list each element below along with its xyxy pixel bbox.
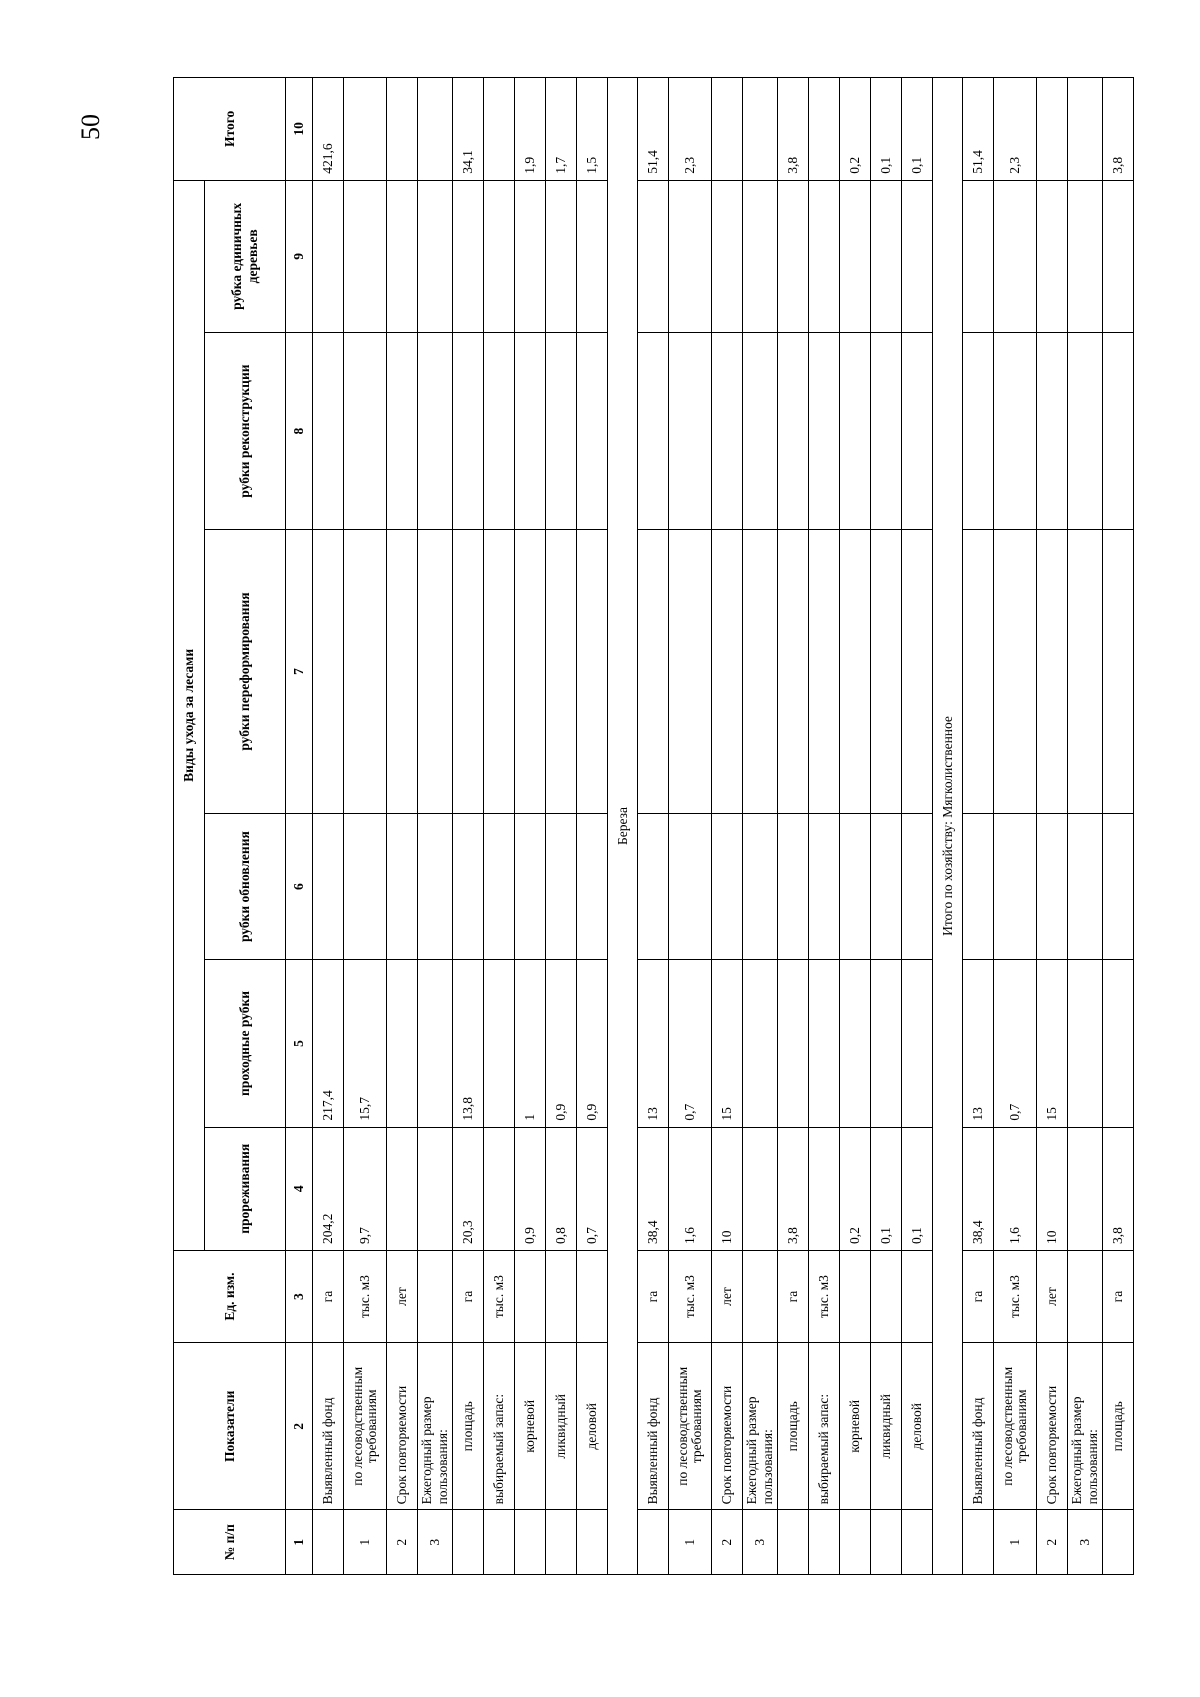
row-unit-cell: тыс. м3 [669, 1250, 712, 1342]
row-unit-cell: га [778, 1250, 809, 1342]
passage-cutting-value-cell [484, 960, 515, 1127]
reformation-cutting-value-cell [638, 530, 669, 814]
passage-cutting-value-cell [743, 960, 778, 1127]
thinning-value-cell: 10 [1037, 1127, 1068, 1250]
total-value-cell: 3,8 [778, 78, 809, 181]
row-label-cell: корневой [515, 1343, 546, 1510]
row-unit-cell: тыс. м3 [809, 1250, 840, 1342]
renewal-cutting-value-cell [344, 813, 387, 959]
thinning-value-cell [1068, 1127, 1103, 1250]
reformation-cutting-value-cell [871, 530, 902, 814]
passage-cutting-value-cell: 0,9 [577, 960, 608, 1127]
reformation-cutting-value-cell [809, 530, 840, 814]
row-unit-cell: га [963, 1250, 994, 1342]
total-value-cell: 1,5 [577, 78, 608, 181]
header-unit: Ед. изм. [174, 1250, 286, 1342]
row-label-cell: площадь [453, 1343, 484, 1510]
total-value-cell: 51,4 [963, 78, 994, 181]
header-total: Итого [174, 78, 286, 181]
renewal-cutting-value-cell [743, 813, 778, 959]
single-tree-cutting-value-cell [344, 180, 387, 332]
table-row [387, 78, 418, 1575]
reconstruction-cutting-value-cell [418, 332, 453, 529]
reformation-cutting-value-cell [387, 530, 418, 814]
reformation-cutting-value-cell [1103, 530, 1134, 814]
total-value-cell [743, 78, 778, 181]
renewal-cutting-value-cell [313, 813, 344, 959]
passage-cutting-value-cell: 0,9 [546, 960, 577, 1127]
row-unit-cell: лет [1037, 1250, 1068, 1342]
row-label-cell: деловой [902, 1343, 933, 1510]
group-row-total [933, 78, 963, 1575]
row-unit-cell: га [313, 1250, 344, 1342]
row-number-cell: 1 [994, 1510, 1037, 1575]
renewal-cutting-value-cell [484, 813, 515, 959]
thinning-value-cell: 0,1 [871, 1127, 902, 1250]
row-label-cell: корневой [840, 1343, 871, 1510]
row-number-cell [313, 1510, 344, 1575]
single-tree-cutting-value-cell [669, 180, 712, 332]
renewal-cutting-value-cell [546, 813, 577, 959]
passage-cutting-value-cell: 15,7 [344, 960, 387, 1127]
single-tree-cutting-value-cell [453, 180, 484, 332]
row-number-cell [840, 1510, 871, 1575]
total-value-cell [1037, 78, 1068, 181]
row-number-cell [778, 1510, 809, 1575]
thinning-value-cell: 10 [712, 1127, 743, 1250]
table-row [809, 78, 840, 1575]
passage-cutting-value-cell: 13 [638, 960, 669, 1127]
thinning-value-cell: 0,9 [515, 1127, 546, 1250]
row-label-cell: площадь [778, 1343, 809, 1510]
thinning-value-cell: 20,3 [453, 1127, 484, 1250]
reconstruction-cutting-value-cell [577, 332, 608, 529]
table-row [1068, 78, 1103, 1575]
total-value-cell: 1,9 [515, 78, 546, 181]
single-tree-cutting-value-cell [871, 180, 902, 332]
single-tree-cutting-value-cell [387, 180, 418, 332]
total-value-cell: 3,8 [1103, 78, 1134, 181]
column-number: 7 [286, 530, 313, 814]
row-label-cell: выбираемый запас: [809, 1343, 840, 1510]
renewal-cutting-value-cell [994, 813, 1037, 959]
single-tree-cutting-value-cell [809, 180, 840, 332]
header-number: № п/п [174, 1510, 286, 1575]
header-renewal-cutting: рубки обновления [205, 813, 286, 959]
row-unit-cell: тыс. м3 [484, 1250, 515, 1342]
reconstruction-cutting-value-cell [313, 332, 344, 529]
reconstruction-cutting-value-cell [743, 332, 778, 529]
reformation-cutting-value-cell [453, 530, 484, 814]
reformation-cutting-value-cell [669, 530, 712, 814]
header-reformation-cutting: рубки переформирования [205, 530, 286, 814]
single-tree-cutting-value-cell [638, 180, 669, 332]
total-value-cell: 1,7 [546, 78, 577, 181]
row-unit-cell: тыс. м3 [994, 1250, 1037, 1342]
passage-cutting-value-cell [1068, 960, 1103, 1127]
reformation-cutting-value-cell [418, 530, 453, 814]
row-number-cell: 3 [743, 1510, 778, 1575]
column-number: 3 [286, 1250, 313, 1342]
reformation-cutting-value-cell [484, 530, 515, 814]
reconstruction-cutting-value-cell [638, 332, 669, 529]
column-number: 9 [286, 180, 313, 332]
row-label-cell: площадь [1103, 1343, 1134, 1510]
total-value-cell [418, 78, 453, 181]
column-numbers-row [286, 78, 313, 1575]
column-number: 4 [286, 1127, 313, 1250]
reformation-cutting-value-cell [778, 530, 809, 814]
row-unit-cell: га [1103, 1250, 1134, 1342]
column-number: 8 [286, 332, 313, 529]
reformation-cutting-value-cell [577, 530, 608, 814]
row-label-cell: Ежегодный размер пользования: [418, 1343, 453, 1510]
total-value-cell [387, 78, 418, 181]
total-value-cell: 0,2 [840, 78, 871, 181]
passage-cutting-value-cell: 13,8 [453, 960, 484, 1127]
table-row [871, 78, 902, 1575]
forest-care-table [173, 77, 1134, 1575]
renewal-cutting-value-cell [712, 813, 743, 959]
row-number-cell: 3 [418, 1510, 453, 1575]
thinning-value-cell [484, 1127, 515, 1250]
row-number-cell [577, 1510, 608, 1575]
table-row [902, 78, 933, 1575]
single-tree-cutting-value-cell [743, 180, 778, 332]
thinning-value-cell: 0,2 [840, 1127, 871, 1250]
row-label-cell: Выявленный фонд [638, 1343, 669, 1510]
single-tree-cutting-value-cell [963, 180, 994, 332]
total-value-cell: 0,1 [871, 78, 902, 181]
thinning-value-cell: 1,6 [994, 1127, 1037, 1250]
table-row [840, 78, 871, 1575]
row-unit-cell [577, 1250, 608, 1342]
row-unit-cell [418, 1250, 453, 1342]
row-label-cell: Выявленный фонд [963, 1343, 994, 1510]
renewal-cutting-value-cell [871, 813, 902, 959]
table-row [638, 78, 669, 1575]
renewal-cutting-value-cell [1037, 813, 1068, 959]
passage-cutting-value-cell: 1 [515, 960, 546, 1127]
row-label-cell: Срок повторяемости [387, 1343, 418, 1510]
single-tree-cutting-value-cell [546, 180, 577, 332]
passage-cutting-value-cell [902, 960, 933, 1127]
reformation-cutting-value-cell [546, 530, 577, 814]
row-unit-cell: га [453, 1250, 484, 1342]
header-single-tree-cutting: рубка единичных деревьев [205, 180, 286, 332]
total-value-cell [712, 78, 743, 181]
table-row [546, 78, 577, 1575]
row-number-cell [809, 1510, 840, 1575]
single-tree-cutting-value-cell [840, 180, 871, 332]
row-unit-cell [840, 1250, 871, 1342]
renewal-cutting-value-cell [515, 813, 546, 959]
table-row [515, 78, 546, 1575]
passage-cutting-value-cell [1103, 960, 1134, 1127]
row-unit-cell [743, 1250, 778, 1342]
thinning-value-cell [418, 1127, 453, 1250]
renewal-cutting-value-cell [809, 813, 840, 959]
renewal-cutting-value-cell [577, 813, 608, 959]
row-label-cell: деловой [577, 1343, 608, 1510]
row-label-cell: Срок повторяемости [1037, 1343, 1068, 1510]
single-tree-cutting-value-cell [1068, 180, 1103, 332]
row-label-cell: Ежегодный размер пользования: [743, 1343, 778, 1510]
reconstruction-cutting-value-cell [1103, 332, 1134, 529]
row-unit-cell: лет [387, 1250, 418, 1342]
reformation-cutting-value-cell [515, 530, 546, 814]
total-value-cell [344, 78, 387, 181]
thinning-value-cell: 1,6 [669, 1127, 712, 1250]
row-unit-cell [515, 1250, 546, 1342]
reconstruction-cutting-value-cell [902, 332, 933, 529]
renewal-cutting-value-cell [418, 813, 453, 959]
table-row [778, 78, 809, 1575]
reformation-cutting-value-cell [902, 530, 933, 814]
single-tree-cutting-value-cell [778, 180, 809, 332]
reformation-cutting-value-cell [840, 530, 871, 814]
renewal-cutting-value-cell [963, 813, 994, 959]
total-value-cell: 2,3 [669, 78, 712, 181]
passage-cutting-value-cell: 13 [963, 960, 994, 1127]
row-number-cell: 2 [712, 1510, 743, 1575]
column-number: 6 [286, 813, 313, 959]
group-row-bereza-label: Береза [608, 78, 638, 1575]
row-unit-cell [1068, 1250, 1103, 1342]
reconstruction-cutting-value-cell [546, 332, 577, 529]
group-row-bereza [608, 78, 638, 1575]
table-row [963, 78, 994, 1575]
passage-cutting-value-cell: 0,7 [669, 960, 712, 1127]
passage-cutting-value-cell: 0,7 [994, 960, 1037, 1127]
row-label-cell: ликвидный [871, 1343, 902, 1510]
row-number-cell [638, 1510, 669, 1575]
row-label-cell: ликвидный [546, 1343, 577, 1510]
single-tree-cutting-value-cell [418, 180, 453, 332]
row-number-cell [963, 1510, 994, 1575]
total-value-cell [1068, 78, 1103, 181]
thinning-value-cell: 0,8 [546, 1127, 577, 1250]
reconstruction-cutting-value-cell [712, 332, 743, 529]
table-row [313, 78, 344, 1575]
renewal-cutting-value-cell [387, 813, 418, 959]
row-number-cell [453, 1510, 484, 1575]
thinning-value-cell: 204,2 [313, 1127, 344, 1250]
column-number: 1 [286, 1510, 313, 1575]
header-indicators: Показатели [174, 1343, 286, 1510]
reconstruction-cutting-value-cell [871, 332, 902, 529]
single-tree-cutting-value-cell [1103, 180, 1134, 332]
row-number-cell [871, 1510, 902, 1575]
single-tree-cutting-value-cell [1037, 180, 1068, 332]
row-label-cell: Срок повторяемости [712, 1343, 743, 1510]
row-label-cell: по лесоводственным требованиям [669, 1343, 712, 1510]
reformation-cutting-value-cell [963, 530, 994, 814]
reconstruction-cutting-value-cell [387, 332, 418, 529]
row-number-cell [546, 1510, 577, 1575]
passage-cutting-value-cell [418, 960, 453, 1127]
header-care-types: Виды ухода за лесами [174, 180, 205, 1250]
passage-cutting-value-cell [840, 960, 871, 1127]
passage-cutting-value-cell: 15 [1037, 960, 1068, 1127]
table-body [286, 78, 1134, 1575]
total-value-cell: 0,1 [902, 78, 933, 181]
row-label-cell: по лесоводственным требованиям [344, 1343, 387, 1510]
table-row [453, 78, 484, 1575]
table-row [577, 78, 608, 1575]
thinning-value-cell: 3,8 [778, 1127, 809, 1250]
row-number-cell [1103, 1510, 1134, 1575]
row-number-cell [515, 1510, 546, 1575]
table-row [344, 78, 387, 1575]
reconstruction-cutting-value-cell [484, 332, 515, 529]
reconstruction-cutting-value-cell [669, 332, 712, 529]
header-reconstruction-cutting: рубки реконструкции [205, 332, 286, 529]
row-unit-cell [871, 1250, 902, 1342]
reformation-cutting-value-cell [1068, 530, 1103, 814]
row-number-cell: 2 [387, 1510, 418, 1575]
total-value-cell: 2,3 [994, 78, 1037, 181]
thinning-value-cell [809, 1127, 840, 1250]
reconstruction-cutting-value-cell [778, 332, 809, 529]
row-unit-cell: га [638, 1250, 669, 1342]
row-unit-cell [902, 1250, 933, 1342]
reconstruction-cutting-value-cell [809, 332, 840, 529]
table-row [743, 78, 778, 1575]
column-number: 2 [286, 1343, 313, 1510]
renewal-cutting-value-cell [453, 813, 484, 959]
renewal-cutting-value-cell [1068, 813, 1103, 959]
thinning-value-cell: 38,4 [638, 1127, 669, 1250]
thinning-value-cell [743, 1127, 778, 1250]
renewal-cutting-value-cell [1103, 813, 1134, 959]
reconstruction-cutting-value-cell [963, 332, 994, 529]
header-passage-cutting: проходные рубки [205, 960, 286, 1127]
row-unit-cell: лет [712, 1250, 743, 1342]
table-row [712, 78, 743, 1575]
renewal-cutting-value-cell [638, 813, 669, 959]
row-number-cell [484, 1510, 515, 1575]
reconstruction-cutting-value-cell [1068, 332, 1103, 529]
reformation-cutting-value-cell [313, 530, 344, 814]
row-label-cell: по лесоводственным требованиям [994, 1343, 1037, 1510]
reconstruction-cutting-value-cell [1037, 332, 1068, 529]
table-row [1103, 78, 1134, 1575]
table-row [1037, 78, 1068, 1575]
thinning-value-cell: 38,4 [963, 1127, 994, 1250]
row-label-cell: выбираемый запас: [484, 1343, 515, 1510]
column-number: 5 [286, 960, 313, 1127]
table-row [418, 78, 453, 1575]
row-number-cell [902, 1510, 933, 1575]
row-number-cell: 1 [344, 1510, 387, 1575]
thinning-value-cell: 0,7 [577, 1127, 608, 1250]
passage-cutting-value-cell [809, 960, 840, 1127]
table-row [669, 78, 712, 1575]
reconstruction-cutting-value-cell [994, 332, 1037, 529]
thinning-value-cell: 9,7 [344, 1127, 387, 1250]
row-unit-cell: тыс. м3 [344, 1250, 387, 1342]
renewal-cutting-value-cell [778, 813, 809, 959]
renewal-cutting-value-cell [840, 813, 871, 959]
row-number-cell: 1 [669, 1510, 712, 1575]
reconstruction-cutting-value-cell [515, 332, 546, 529]
total-value-cell: 51,4 [638, 78, 669, 181]
reconstruction-cutting-value-cell [344, 332, 387, 529]
passage-cutting-value-cell [387, 960, 418, 1127]
reformation-cutting-value-cell [344, 530, 387, 814]
single-tree-cutting-value-cell [577, 180, 608, 332]
reformation-cutting-value-cell [743, 530, 778, 814]
table-row [484, 78, 515, 1575]
column-number: 10 [286, 78, 313, 181]
single-tree-cutting-value-cell [484, 180, 515, 332]
reformation-cutting-value-cell [712, 530, 743, 814]
renewal-cutting-value-cell [902, 813, 933, 959]
single-tree-cutting-value-cell [902, 180, 933, 332]
row-number-cell: 2 [1037, 1510, 1068, 1575]
row-number-cell: 3 [1068, 1510, 1103, 1575]
group-row-total-label: Итого по хозяйству: Мягколиственное [933, 78, 963, 1575]
single-tree-cutting-value-cell [994, 180, 1037, 332]
total-value-cell [484, 78, 515, 181]
header-thinning: прореживания [205, 1127, 286, 1250]
passage-cutting-value-cell: 15 [712, 960, 743, 1127]
single-tree-cutting-value-cell [313, 180, 344, 332]
page-number: 50 [76, 114, 105, 140]
total-value-cell: 34,1 [453, 78, 484, 181]
passage-cutting-value-cell: 217,4 [313, 960, 344, 1127]
row-label-cell: Ежегодный размер пользования: [1068, 1343, 1103, 1510]
total-value-cell [809, 78, 840, 181]
reformation-cutting-value-cell [994, 530, 1037, 814]
thinning-value-cell [387, 1127, 418, 1250]
single-tree-cutting-value-cell [712, 180, 743, 332]
renewal-cutting-value-cell [669, 813, 712, 959]
passage-cutting-value-cell [871, 960, 902, 1127]
thinning-value-cell: 0,1 [902, 1127, 933, 1250]
thinning-value-cell: 3,8 [1103, 1127, 1134, 1250]
single-tree-cutting-value-cell [515, 180, 546, 332]
rotated-table-container [173, 77, 1134, 1575]
row-unit-cell [546, 1250, 577, 1342]
reformation-cutting-value-cell [1037, 530, 1068, 814]
table-row [994, 78, 1037, 1575]
reconstruction-cutting-value-cell [840, 332, 871, 529]
passage-cutting-value-cell [778, 960, 809, 1127]
reconstruction-cutting-value-cell [453, 332, 484, 529]
total-value-cell: 421,6 [313, 78, 344, 181]
row-label-cell: Выявленный фонд [313, 1343, 344, 1510]
